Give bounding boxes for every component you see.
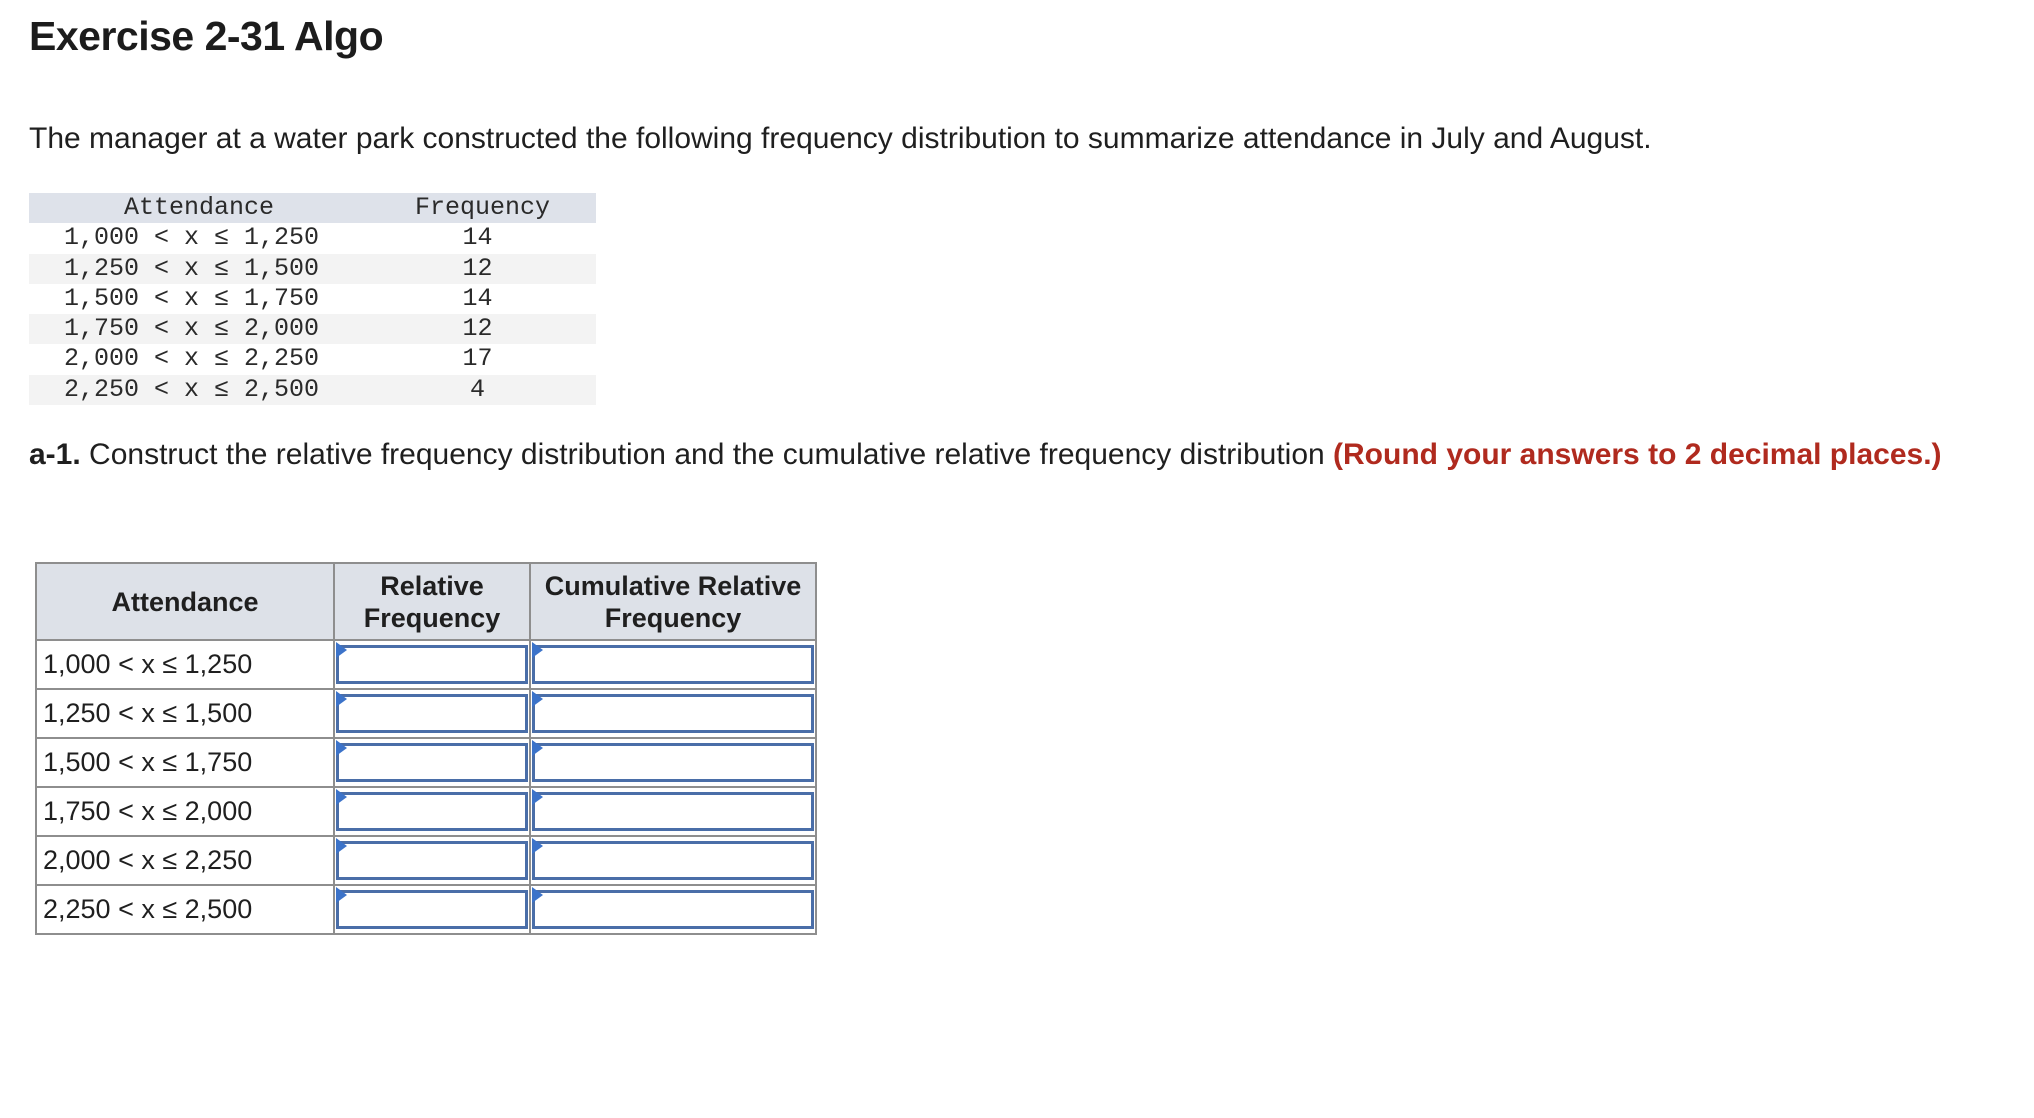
- cumulative-frequency-cell: [530, 885, 816, 934]
- input-marker-icon: [532, 789, 543, 805]
- page-title: Exercise 2-31 Algo: [29, 13, 384, 59]
- relative-frequency-cell: [334, 836, 530, 885]
- input-marker-icon: [336, 691, 347, 707]
- relative-frequency-input[interactable]: [336, 743, 528, 782]
- answer-row: [36, 689, 816, 738]
- table-row: [29, 254, 596, 284]
- input-marker-icon: [336, 740, 347, 756]
- relative-frequency-cell: [334, 885, 530, 934]
- table-row: [29, 284, 596, 314]
- relative-header-line2: Frequency: [363, 602, 501, 633]
- attendance-cell: 2,000 < x ≤ 2,250: [64, 344, 320, 374]
- cumulative-frequency-cell: [530, 689, 816, 738]
- question-label: a-1.: [29, 438, 81, 471]
- table-row: [29, 223, 596, 253]
- attendance-cell: 1,500 < x ≤ 1,750: [64, 283, 320, 313]
- attendance-cell: 1,250 < x ≤ 1,500: [29, 254, 369, 284]
- intro-text: The manager at a water park constructed the following frequency distribution to summarize attendance in July and August.: [29, 122, 1652, 155]
- cumulative-frequency-cell: [530, 640, 816, 689]
- table-row: [29, 344, 596, 374]
- frequency-cell: 14: [462, 223, 493, 253]
- table-row: [29, 314, 596, 344]
- answer-header-row: [36, 563, 816, 640]
- attendance-cell: 1,750 < x ≤ 2,000: [29, 314, 369, 344]
- answer-row: [36, 885, 816, 934]
- question-text: Construct the relative frequency distribution and the cumulative relative frequency distribution: [80, 438, 1334, 471]
- frequency-cell: 14: [462, 283, 493, 313]
- relative-frequency-cell: [334, 738, 530, 787]
- relative-frequency-input[interactable]: [336, 841, 528, 880]
- attendance-row-label: 2,000 < x ≤ 2,250: [36, 836, 334, 885]
- input-marker-icon: [336, 838, 347, 854]
- attendance-row-label: 1,250 < x ≤ 1,500: [36, 689, 334, 738]
- input-marker-icon: [336, 789, 347, 805]
- attendance-cell: 2,250 < x ≤ 2,500: [29, 375, 369, 405]
- cumulative-frequency-input[interactable]: [532, 694, 814, 733]
- frequency-cell: 12: [369, 254, 596, 284]
- rounding-note: (Round your answers to 2 decimal places.): [1333, 438, 1942, 471]
- input-marker-icon: [532, 642, 543, 658]
- attendance-cell: 1,000 < x ≤ 1,250: [64, 223, 320, 253]
- cumulative-frequency-cell: [530, 738, 816, 787]
- answer-row: [36, 738, 816, 787]
- cumulative-frequency-input[interactable]: [532, 890, 814, 929]
- cumulative-frequency-input[interactable]: [532, 743, 814, 782]
- cumulative-frequency-input[interactable]: [532, 841, 814, 880]
- input-marker-icon: [532, 838, 543, 854]
- relative-header-line1: Relative: [380, 570, 484, 601]
- answer-row: [36, 640, 816, 689]
- attendance-row-label: 1,500 < x ≤ 1,750: [36, 738, 334, 787]
- answer-row: [36, 787, 816, 836]
- cumulative-relative-frequency-column-header: [530, 563, 816, 640]
- relative-frequency-cell: [334, 689, 530, 738]
- frequency-cell: 17: [462, 344, 493, 374]
- attendance-row-label: 1,000 < x ≤ 1,250: [36, 640, 334, 689]
- relative-frequency-cell: [334, 640, 530, 689]
- frequency-header: Frequency: [369, 193, 596, 223]
- frequency-cell: 12: [369, 314, 596, 344]
- relative-frequency-input[interactable]: [336, 890, 528, 929]
- input-marker-icon: [532, 691, 543, 707]
- cumulative-frequency-input[interactable]: [532, 645, 814, 684]
- input-marker-icon: [336, 642, 347, 658]
- relative-frequency-input[interactable]: [336, 792, 528, 831]
- input-marker-icon: [532, 740, 543, 756]
- relative-frequency-input[interactable]: [336, 694, 528, 733]
- frequency-distribution-table: [29, 193, 596, 405]
- cumulative-header-line1: Cumulative Relative: [544, 570, 802, 601]
- attendance-row-label: 1,750 < x ≤ 2,000: [36, 787, 334, 836]
- cumulative-frequency-cell: [530, 836, 816, 885]
- answer-table: [35, 562, 817, 935]
- table-header-row: [29, 193, 596, 223]
- relative-frequency-input[interactable]: [336, 645, 528, 684]
- attendance-header: Attendance: [29, 193, 369, 223]
- input-marker-icon: [336, 887, 347, 903]
- input-marker-icon: [532, 887, 543, 903]
- answer-row: [36, 836, 816, 885]
- question-a1: [29, 436, 1989, 474]
- attendance-column-header: Attendance: [36, 563, 334, 640]
- table-row: [29, 375, 596, 405]
- relative-frequency-column-header: [334, 563, 530, 640]
- frequency-cell: 4: [369, 375, 596, 405]
- cumulative-frequency-input[interactable]: [532, 792, 814, 831]
- cumulative-frequency-cell: [530, 787, 816, 836]
- attendance-row-label: 2,250 < x ≤ 2,500: [36, 885, 334, 934]
- cumulative-header-line2: Frequency: [604, 602, 742, 633]
- relative-frequency-cell: [334, 787, 530, 836]
